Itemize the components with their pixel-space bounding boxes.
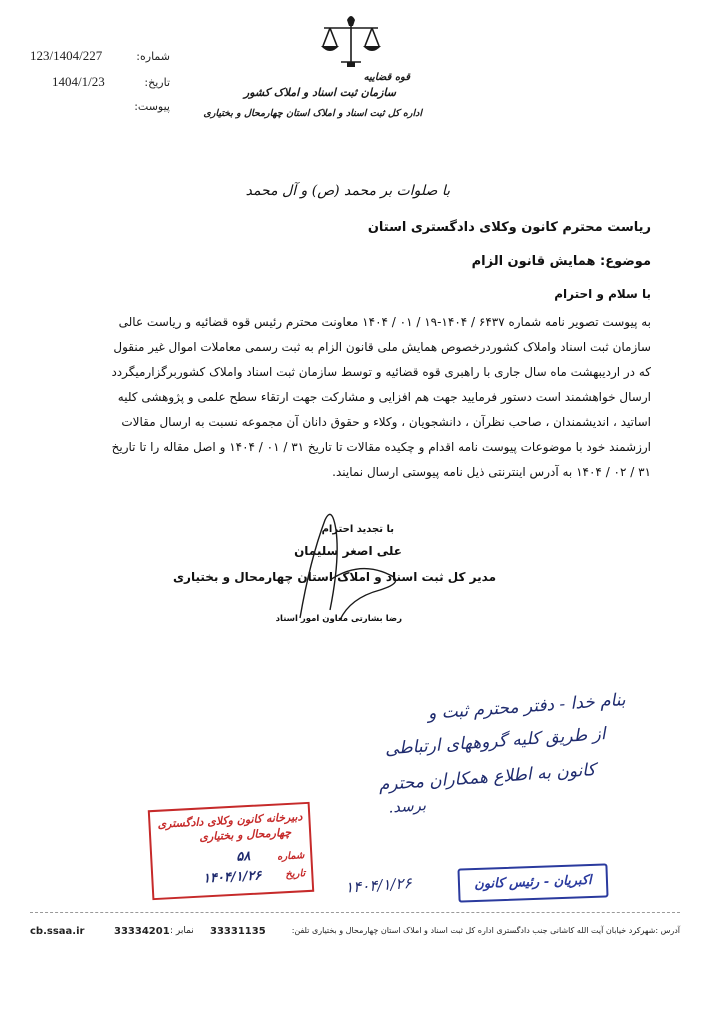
- signatory-name: علی اصغر سلیمان: [294, 544, 402, 558]
- stamp-date-value: ۱۴۰۴/۱/۲۶: [202, 868, 262, 887]
- subject: موضوع: همایش قانون الزام: [471, 254, 651, 269]
- addressee: ریاست محترم کانون وکلای دادگستری استان: [367, 220, 651, 235]
- footer-divider: [30, 912, 680, 913]
- judiciary-emblem: [314, 12, 388, 70]
- footer-fax: 33334201: [114, 926, 170, 937]
- signature-closing: با تجدید احترام: [321, 524, 394, 535]
- stamp-line: دبیرخانه کانون وکلای دادگستری: [157, 810, 303, 831]
- signatory-title: مدیر کل ثبت اسناد و املاک استان چهارمحال و بختیاری: [173, 570, 496, 584]
- footer-phone: 33331135: [210, 926, 266, 937]
- body-line: به پیوست تصویر نامه شماره ۶۴۳۷ / ۱۴۰۴-۱۹ / ۰۱ / ۱۴۰۴ معاونت محترم رئیس قوه قضائیه و ریاست عالی: [118, 315, 651, 329]
- stamp-number-label: شماره: [276, 850, 305, 863]
- handwritten-note: [326, 690, 627, 817]
- president-stamp: [457, 863, 608, 902]
- signature-scribble: [270, 500, 420, 630]
- letter-number-label: شماره:: [136, 50, 170, 63]
- scales-of-justice-icon: [314, 12, 388, 70]
- handwritten-date: ۱۴۰۴/۱/۲۶: [344, 874, 413, 897]
- attachment-label: پیوست:: [134, 100, 170, 113]
- letter-body: [51, 310, 651, 485]
- handwritten-line: از طریق کلیه گروههای ارتباطی: [384, 724, 607, 760]
- header-line-department: اداره کل ثبت اسناد و املاک استان چهارمحال و بختیاری: [203, 108, 422, 119]
- body-line: که در اردیبهشت ماه سال جاری با راهبری قوه قضائیه و توسط سازمان ثبت اسناد واملاک کشوربرگزارمیگردد: [111, 365, 651, 379]
- body-line: سازمان ثبت اسناد واملاک کشوردرخصوص همایش ملی قانون الزام به ثبت رسمی معاملات اموال غیر منقول: [113, 340, 651, 354]
- stamp-line: چهارمحال و بختیاری: [198, 825, 292, 844]
- secretariat-stamp: [148, 802, 314, 900]
- letter-date-value: 1404/1/23: [52, 74, 105, 89]
- header-line-organization: سازمان ثبت اسناد و املاک کشور: [243, 86, 396, 99]
- handwritten-line: کانون به اطلاع همکاران محترم: [378, 760, 597, 796]
- footer: [30, 926, 680, 942]
- header-line-judiciary: قوه قضاییه: [363, 72, 410, 83]
- stamp-date-label: تاریخ: [285, 868, 306, 881]
- letter-number-value: 123/1404/227: [30, 48, 103, 63]
- footer-fax-label: نمابر :: [170, 926, 194, 936]
- footer-address: آدرس :شهرکرد خیابان آیت الله کاشانی جنب دادگستری اداره کل ثبت اسناد و املاک استان چهارمحال و بختیاری تلفن:: [291, 926, 680, 935]
- body-line: ۳۱ / ۰۲ / ۱۴۰۴ به آدرس اینترنتی ذیل نامه پیوستی ارسال نمایند.: [332, 465, 651, 479]
- signatory-initials: رضا بشارتی معاون امور اسناد: [275, 614, 402, 624]
- body-line: ارسال خواهشمند است دستور فرمایید جهت هم افزایی و مشارکت جهت ارتقاء سطح علمی و پژوهشی کلیه: [117, 390, 651, 404]
- body-line: اساتید ، اندیشمندان ، صاحب نظرآن ، دانشجویان ، وکلاء و حقوق دانان آن مجموعه نسبت به ارسال مقالات: [121, 415, 651, 429]
- body-line: ارزشمند خود با موضوعات پیوست نامه اقدام و چکیده مقالات تا تاریخ ۳۱ / ۰۱ / ۱۴۰۴ و اصل مقاله را تا تاریخ: [111, 440, 651, 454]
- president-stamp-text: اکبریان - رئیس کانون: [474, 872, 592, 893]
- greeting: با سلام و احترام: [554, 287, 651, 301]
- footer-website: cb.ssaa.ir: [30, 926, 85, 937]
- handwritten-line: بنام خدا - دفتر محترم ثبت و: [427, 690, 627, 724]
- letter-date-label: تاریخ:: [144, 76, 170, 89]
- letter-meta: [30, 46, 170, 116]
- salavat-line: با صلوات بر محمد (ص) و آل محمد: [245, 183, 450, 199]
- stamp-number-value: ۵۸: [235, 849, 251, 865]
- handwritten-line: برسد.: [387, 796, 427, 817]
